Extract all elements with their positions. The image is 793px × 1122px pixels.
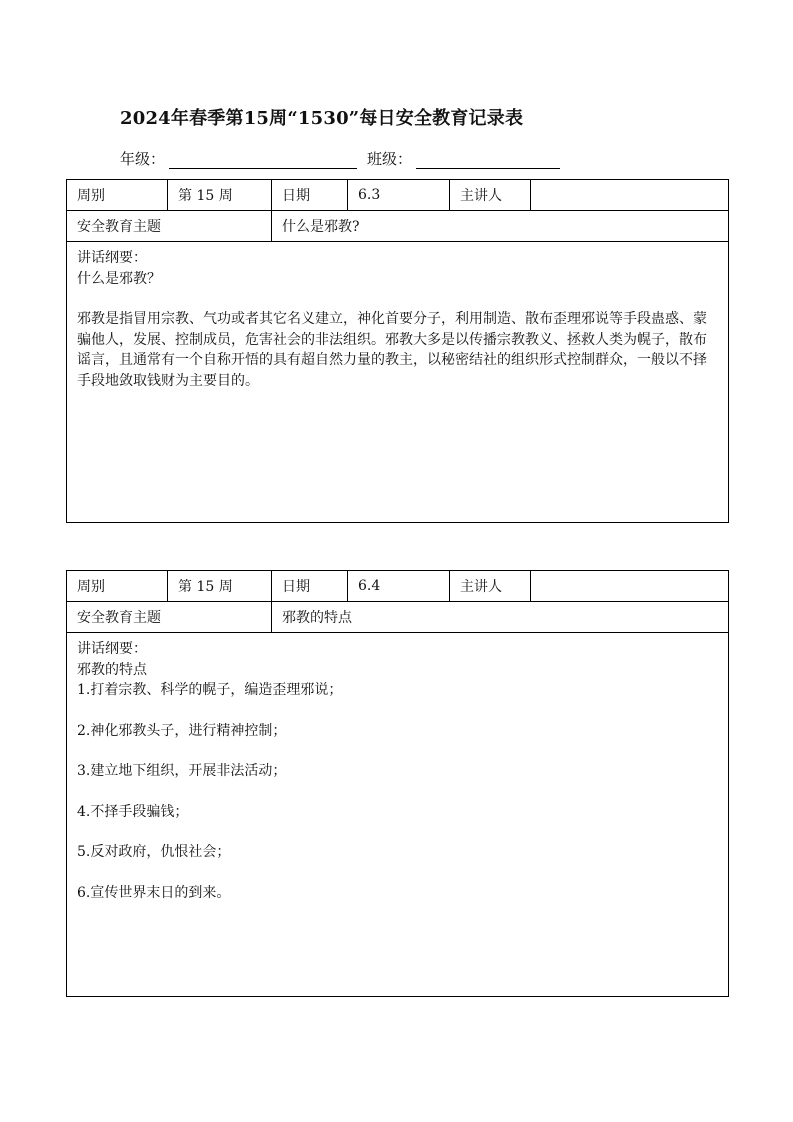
week-value: 第 15 周	[168, 180, 272, 211]
speaker-value	[531, 180, 729, 211]
record-table-1	[66, 179, 729, 523]
table-row	[67, 571, 729, 602]
grade-class-row	[120, 148, 560, 169]
list-item: 2.神化邪教头子，进行精神控制；	[77, 722, 287, 739]
date-value: 6.3	[348, 180, 450, 211]
outline-heading: 邪教的特点	[77, 661, 147, 678]
topic-value: 什么是邪教?	[272, 211, 729, 242]
list-item: 3.建立地下组织，开展非法活动；	[77, 763, 287, 779]
speaker-value	[531, 571, 729, 602]
table-row	[67, 633, 729, 997]
week-label: 周别	[67, 571, 168, 602]
list-item: 1.打着宗教、科学的幌子，编造歪理邪说；	[77, 682, 343, 698]
class-label: 班级：	[367, 150, 413, 168]
page-title: 2024年春季第15周“1530”每日安全教育记录表	[120, 108, 524, 129]
outline-heading: 什么是邪教？	[77, 270, 161, 287]
week-value: 第 15 周	[168, 571, 272, 602]
outline-cell	[67, 633, 729, 997]
outline-label: 讲话纲要：	[77, 641, 147, 657]
table-row	[67, 211, 729, 242]
record-table-2	[66, 570, 729, 997]
date-label: 日期	[272, 180, 348, 211]
table-row	[67, 180, 729, 211]
topic-label: 安全教育主题	[67, 602, 272, 633]
date-value: 6.4	[348, 571, 450, 602]
outline-list	[77, 680, 718, 903]
table-row	[67, 602, 729, 633]
grade-label: 年级：	[120, 150, 166, 168]
week-label: 周别	[67, 180, 168, 211]
outline-label: 讲话纲要：	[77, 250, 147, 266]
grade-blank-field[interactable]	[169, 150, 357, 169]
outline-body: 邪教是指冒用宗教、气功或者其它名义建立，神化首要分子，利用制造、散布歪理邪说等手段蛊惑、蒙骗他人，发展、控制成员，危害社会的非法组织。邪教大多是以传播宗教教义、拯救人类为幌子，散布谣言，且通常有一个自称开悟的具有超自然力量的教主，以秘密结社的组织形式控制群众，一般以不择手段地敛取钱财为主要目的。	[77, 311, 707, 389]
date-label: 日期	[272, 571, 348, 602]
list-item: 5.反对政府，仇恨社会；	[77, 844, 231, 860]
class-blank-field[interactable]	[416, 150, 560, 169]
speaker-label: 主讲人	[450, 180, 531, 211]
topic-value: 邪教的特点	[272, 602, 729, 633]
outline-cell	[67, 242, 729, 523]
topic-label: 安全教育主题	[67, 211, 272, 242]
list-item: 6.宣传世界末日的到来。	[77, 884, 231, 901]
table-row	[67, 242, 729, 523]
speaker-label: 主讲人	[450, 571, 531, 602]
list-item: 4.不择手段骗钱；	[77, 803, 189, 820]
